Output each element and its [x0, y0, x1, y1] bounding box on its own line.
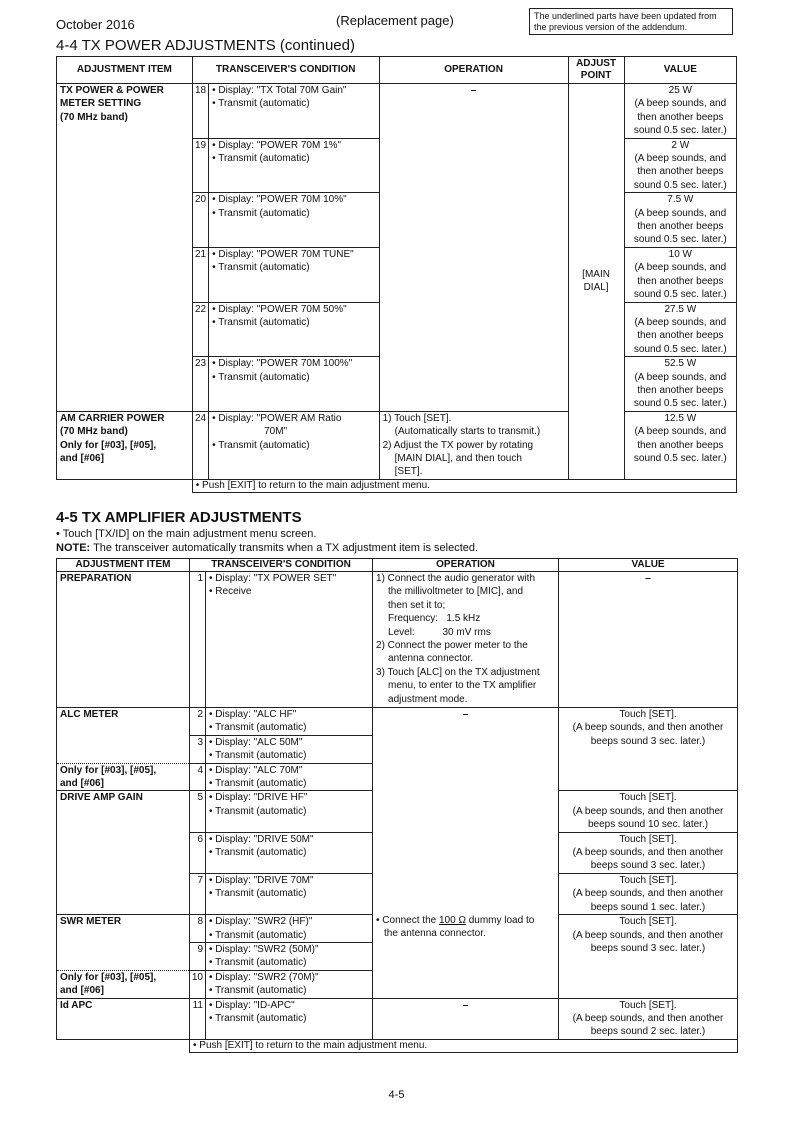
value-line: (A beep sounds, and [634, 371, 727, 383]
operation-text: dummy load to [465, 915, 535, 926]
condition [206, 572, 373, 708]
condition [206, 873, 373, 914]
adjustment-item: DRIVE AMP GAIN [57, 791, 190, 915]
tx-power-table [56, 56, 737, 493]
value-main: 52.5 W [664, 358, 697, 370]
header-date: October 2016 [56, 17, 135, 32]
condition-line: • Display: "POWER AM Ratio [212, 412, 342, 424]
value-line: sound 0.5 sec. later.) [633, 125, 727, 137]
condition [206, 915, 373, 943]
step-number: 23 [192, 357, 208, 412]
operation [373, 572, 559, 708]
value [559, 915, 738, 998]
value-line: (A beep sounds, and then another [572, 722, 724, 734]
value-line: (A beep sounds, and [634, 316, 727, 328]
operation-line [376, 914, 556, 927]
value-main: Touch [SET]. [619, 792, 677, 804]
step-number: 20 [192, 193, 208, 248]
value [624, 247, 736, 302]
value-line: then another beeps [637, 166, 724, 178]
operation-line: then set it to; [388, 599, 446, 611]
adjust-point-line: [MAIN [582, 268, 610, 280]
condition [206, 970, 373, 998]
operation: – [373, 708, 559, 999]
value-line: sound 0.5 sec. later.) [633, 452, 727, 464]
footer-spacer [57, 1039, 190, 1052]
item-line: and [#06] [60, 452, 104, 464]
condition [206, 942, 373, 970]
col-header: TRANSCEIVER'S CONDITION [190, 559, 373, 572]
adjustment-item [57, 763, 190, 791]
condition-line: • Transmit (automatic) [209, 805, 307, 817]
condition-line: • Transmit (automatic) [209, 778, 307, 790]
condition-line: • Transmit (automatic) [212, 98, 310, 110]
value-line: then another beeps [637, 221, 724, 233]
condition-line: • Transmit (automatic) [212, 153, 310, 165]
header-update-note [529, 8, 733, 35]
value-line: (A beep sounds, and then another [572, 1012, 724, 1024]
value-line: beeps sound 10 sec. later.) [587, 819, 709, 831]
operation-line: Level: 30 mV rms [388, 626, 491, 638]
footer-spacer [57, 479, 193, 492]
condition [209, 247, 380, 302]
value [559, 873, 738, 914]
condition-line: • Display: "DRIVE 50M" [209, 833, 314, 845]
value [624, 302, 736, 357]
value [624, 411, 736, 479]
col-header: VALUE [559, 559, 738, 572]
operation-line: antenna connector. [388, 653, 474, 665]
adjustment-item: PREPARATION [57, 572, 190, 708]
swr-operation [376, 914, 556, 941]
condition-line: • Transmit (automatic) [209, 985, 307, 997]
condition-line: • Display: "ALC HF" [209, 709, 297, 720]
condition-line: • Display: "POWER 70M 1%" [212, 139, 342, 151]
condition-line: • Transmit (automatic) [212, 207, 310, 219]
step-number: 21 [192, 247, 208, 302]
operation-line: the millivoltmeter to [MIC], and [388, 586, 524, 598]
value-line: beeps sound 2 sec. later.) [590, 1026, 706, 1038]
col-header: VALUE [624, 57, 736, 84]
step-number: 9 [190, 942, 206, 970]
step-number: 22 [192, 302, 208, 357]
operation: – [379, 84, 568, 412]
col-header: ADJUSTMENT ITEM [57, 559, 190, 572]
value-line: (A beep sounds, and then another [572, 888, 724, 900]
condition-line: • Transmit (automatic) [209, 888, 307, 900]
table-footer: • Push [EXIT] to return to the main adjustment menu. [190, 1039, 738, 1052]
condition-line: • Transmit (automatic) [209, 1012, 307, 1024]
adjustment-item [57, 411, 193, 479]
condition-line: • Display: "DRIVE 70M" [209, 874, 314, 886]
adjust-point-line: DIAL] [583, 282, 609, 294]
step-number: 4 [190, 763, 206, 791]
value-line: sound 0.5 sec. later.) [633, 289, 727, 301]
header-note-line: The underlined parts have been updated from [534, 11, 717, 21]
value-line: then another beeps [637, 111, 724, 123]
adjustment-item: SWR METER [57, 915, 190, 971]
condition-line: • Transmit (automatic) [209, 957, 307, 969]
operation-line: [SET]. [394, 466, 423, 478]
condition-line: • Display: "POWER 70M 10%" [212, 194, 347, 206]
operation-line: adjustment mode. [388, 693, 468, 705]
condition-line: • Transmit (automatic) [212, 371, 310, 383]
condition-line: • Display: "SWR2 (50M)" [209, 943, 319, 955]
condition [206, 735, 373, 763]
condition-line: • Receive [209, 586, 252, 598]
value-line: beeps sound 3 sec. later.) [590, 942, 706, 954]
table-footer: • Push [EXIT] to return to the main adjustment menu. [192, 479, 736, 492]
tx-amplifier-table [56, 558, 738, 1053]
condition-line: • Display: "POWER 70M 100%" [212, 358, 353, 370]
adjust-point [568, 84, 624, 480]
value-line: (A beep sounds, and then another [572, 847, 724, 859]
operation-line: 1) Connect the audio generator with [376, 573, 536, 584]
col-header: OPERATION [373, 559, 559, 572]
condition-line: • Transmit (automatic) [212, 439, 310, 451]
value [559, 998, 738, 1039]
condition-line: • Transmit (automatic) [212, 262, 310, 274]
section-4-4-title: 4-4 TX POWER ADJUSTMENTS (continued) [56, 37, 355, 54]
condition [209, 193, 380, 248]
value-line: (A beep sounds, and [634, 426, 727, 438]
value-main: 10 W [668, 248, 692, 260]
condition [209, 411, 380, 479]
adjustment-item: ALC METER [57, 708, 190, 764]
condition-line: • Transmit (automatic) [209, 750, 307, 762]
condition-line: • Transmit (automatic) [209, 847, 307, 859]
step-number: 1 [190, 572, 206, 708]
value-main: Touch [SET]. [619, 999, 677, 1011]
step-number: 11 [190, 998, 206, 1039]
col-header: OPERATION [379, 57, 568, 84]
value-main: 25 W [668, 85, 692, 96]
value-main: 27.5 W [664, 303, 697, 315]
value-line: sound 0.5 sec. later.) [633, 179, 727, 191]
condition-line: • Display: "POWER 70M 50%" [212, 303, 347, 315]
value-line: (A beep sounds, and [634, 262, 727, 274]
operation-line: menu, to enter to the TX amplifier [388, 680, 537, 692]
item-line: METER SETTING [60, 98, 142, 110]
condition [206, 708, 373, 736]
note-text: The transceiver automatically transmits when a TX adjustment item is selected. [90, 542, 479, 554]
operation-line: [MAIN DIAL], and then touch [394, 452, 522, 464]
condition-line: • Display: "POWER 70M TUNE" [212, 248, 354, 260]
step-number: 3 [190, 735, 206, 763]
adjustment-item [57, 970, 190, 998]
condition-line: • Display: "SWR2 (70M)" [209, 971, 319, 983]
value [624, 357, 736, 412]
item-line: (70 MHz band) [60, 111, 128, 123]
condition-line: • Display: "TX POWER SET" [209, 573, 337, 584]
operation-line: 1) Touch [SET]. [382, 412, 452, 424]
operation-line: 2) Adjust the TX power by rotating [382, 439, 534, 451]
operation: – [373, 998, 559, 1039]
step-number: 6 [190, 832, 206, 873]
condition-line: • Display: "ALC 70M" [209, 764, 303, 776]
step-number: 7 [190, 873, 206, 914]
item-line: TX POWER & POWER [60, 85, 164, 96]
value-line: (A beep sounds, and then another [572, 929, 724, 941]
section-4-5-title [56, 509, 302, 526]
step-number: 19 [192, 138, 208, 193]
operation-text: • Connect the [376, 915, 439, 926]
condition [206, 832, 373, 873]
step-number: 24 [192, 411, 208, 479]
value-line: beeps sound 1 sec. later.) [590, 901, 706, 913]
value-main: 2 W [671, 139, 690, 151]
condition-line: • Display: "ID-APC" [209, 999, 295, 1011]
col-header: ADJUST POINT [568, 57, 624, 84]
value [559, 708, 738, 791]
operation-line: 3) Touch [ALC] on the TX adjustment [376, 666, 540, 678]
condition-line: • Display: "TX Total 70M Gain" [212, 85, 347, 96]
condition-line: • Display: "ALC 50M" [209, 736, 303, 748]
value-line: (A beep sounds, and [634, 98, 727, 110]
operation [379, 411, 568, 479]
note-line [56, 542, 478, 554]
value-line: beeps sound 3 sec. later.) [590, 735, 706, 747]
value-main: 12.5 W [664, 412, 697, 424]
condition [206, 998, 373, 1039]
adjustment-item [57, 84, 193, 412]
operation-underlined: 100 Ω [438, 915, 466, 926]
value-main: Touch [SET]. [619, 916, 677, 928]
operation-line: Frequency: 1.5 kHz [388, 613, 481, 625]
condition-line: • Transmit (automatic) [209, 722, 307, 734]
value-line: sound 0.5 sec. later.) [633, 343, 727, 355]
value-line: beeps sound 3 sec. later.) [590, 860, 706, 872]
value-main: Touch [SET]. [619, 874, 677, 886]
condition [209, 138, 380, 193]
step-number: 10 [190, 970, 206, 998]
condition-line: • Transmit (automatic) [212, 316, 310, 328]
item-line: Only for [#03], [#05], [60, 971, 157, 983]
value [559, 791, 738, 832]
condition-line: 70M" [264, 426, 288, 438]
adjustment-item: Id APC [57, 998, 190, 1039]
item-line: Only for [#03], [#05], [60, 439, 157, 451]
value-line: sound 0.5 sec. later.) [633, 398, 727, 410]
value-line: then another beeps [637, 330, 724, 342]
condition-line: • Transmit (automatic) [209, 929, 307, 941]
value [624, 84, 736, 139]
value: – [559, 572, 738, 708]
value-main: 7.5 W [667, 194, 694, 206]
value-main: Touch [SET]. [619, 833, 677, 845]
item-line: and [#06] [60, 985, 104, 997]
condition-line: • Display: "SWR2 (HF)" [209, 916, 313, 928]
step-number: 2 [190, 708, 206, 736]
page-number: 4-5 [388, 1089, 405, 1101]
value-line: (A beep sounds, and [634, 153, 727, 165]
value-line: (A beep sounds, and then another [572, 805, 724, 817]
header-replacement: (Replacement page) [336, 13, 454, 28]
condition [209, 302, 380, 357]
value-line: (A beep sounds, and [634, 207, 727, 219]
step-number: 5 [190, 791, 206, 832]
item-line: AM CARRIER POWER [60, 412, 165, 424]
condition [206, 763, 373, 791]
step-number: 8 [190, 915, 206, 943]
instruction-line: • Touch [TX/ID] on the main adjustment menu screen. [56, 528, 317, 540]
col-header: TRANSCEIVER'S CONDITION [192, 57, 379, 84]
operation-line: (Automatically starts to transmit.) [394, 426, 541, 438]
value-line: then another beeps [637, 275, 724, 287]
operation-line: 2) Connect the power meter to the [376, 640, 528, 652]
condition-line: • Display: "DRIVE HF" [209, 792, 308, 804]
note-label: NOTE: [56, 542, 91, 554]
value [559, 832, 738, 873]
value [624, 138, 736, 193]
step-number: 18 [192, 84, 208, 139]
condition [206, 791, 373, 832]
value [624, 193, 736, 248]
condition [209, 84, 380, 139]
section-title-text: 4-5 TX AMPLIFIER ADJUSTMENTS [56, 509, 302, 526]
value-main: Touch [SET]. [619, 709, 677, 720]
value-line: sound 0.5 sec. later.) [633, 234, 727, 246]
col-header: ADJUSTMENT ITEM [57, 57, 193, 84]
value-line: then another beeps [637, 439, 724, 451]
item-line: (70 MHz band) [60, 426, 128, 438]
condition [209, 357, 380, 412]
item-line: and [#06] [60, 778, 104, 790]
operation-line: the antenna connector. [384, 928, 486, 940]
value-line: then another beeps [637, 384, 724, 396]
item-line: Only for [#03], [#05], [60, 764, 157, 776]
header-note-line: the previous version of the addendum. [534, 22, 688, 32]
